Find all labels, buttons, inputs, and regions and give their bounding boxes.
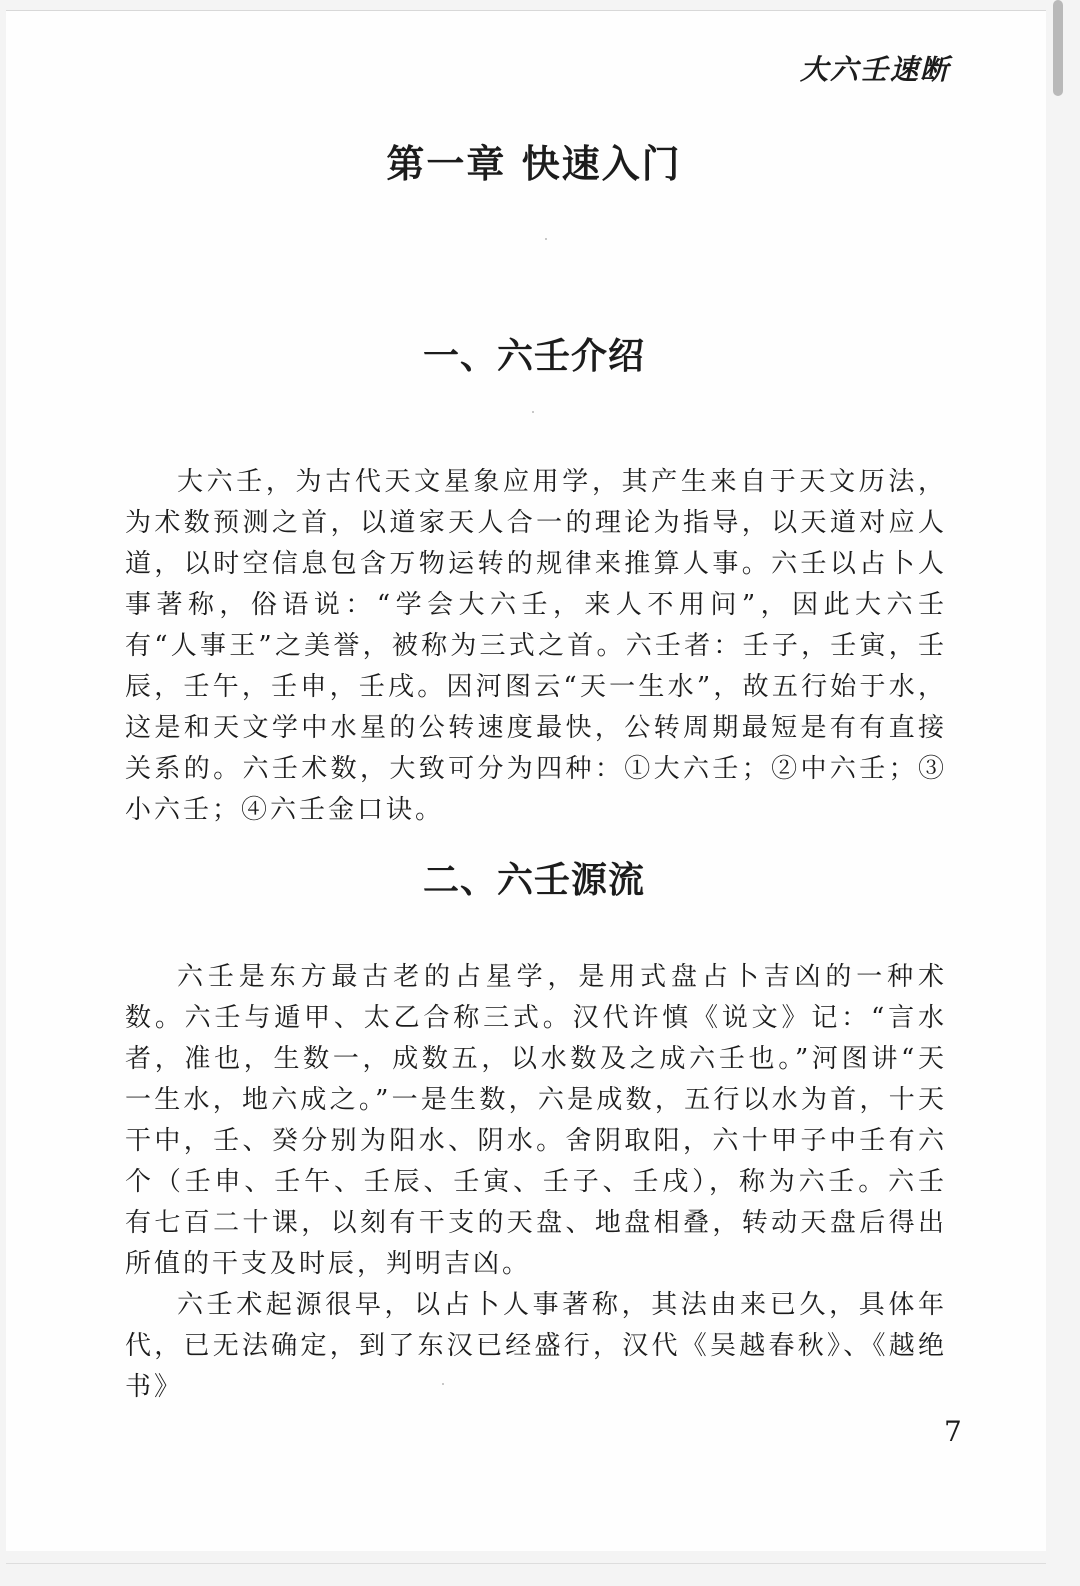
paragraph: 大六壬，为古代天文星象应用学，其产生来自于天文历法，为术数预测之首，以道家天人合一的理论为指导，以天道对应人道，以时空信息包含万物运转的规律来推算人事。六壬以占卜人事著称，俗语说：“学会大六壬，来人不用问”，因此大六壬有“人事王”之美誉，被称为三式之首。六壬者：壬子，壬寅，壬辰，壬午，壬申，壬戌。因河图云“天一生水”，故五行始于水，这是和天文学中水星的公转速度最快，公转周期最短是有有直接关系的。六壬术数，大致可分为四种：①大六壬；②中六壬；③小六壬；④六壬金口诀。: [125, 467, 947, 825]
scrollbar-thumb[interactable]: [1053, 0, 1063, 96]
print-speck: [532, 411, 534, 413]
print-speck: [545, 238, 547, 240]
section-title-introduction: 一、六壬介绍: [422, 335, 645, 377]
paragraph: 六壬术起源很早，以占卜人事著称，其法由来已久，具体年代，已无法确定，到了东汉已经盛行，汉代《吴越春秋》、《越绝书》: [125, 1290, 947, 1402]
paragraph: 六壬是东方最古老的占星学，是用式盘占卜吉凶的一种术数。六壬与遁甲、太乙合称三式。汉代许慎《说文》记：“言水者，准也，生数一，成数五，以水数及之成六壬也。”河图讲“天一生水，地六成之。”一是生数，六是成数，五行以水为首，十天干中，壬、癸分别为阳水、阴水。舍阴取阳，六十甲子中壬有六个（壬申、壬午、壬辰、壬寅、壬子、壬戌），称为六壬。六壬有七百二十课，以刻有干支的天盘、地盘相叠，转动天盘后得出所值的干支及时辰，判明吉凶。: [125, 962, 947, 1279]
section-title-origins: 二、六壬源流: [422, 859, 645, 901]
page-bottom-divider: [6, 1563, 1046, 1564]
chapter-title: 第一章 快速入门: [386, 141, 682, 186]
running-head: 大六壬速断: [799, 53, 950, 86]
page-number: 7: [944, 1415, 962, 1448]
print-speck: [442, 1383, 444, 1385]
section-body-origins: [125, 957, 947, 1408]
section-body-introduction: [125, 462, 947, 831]
